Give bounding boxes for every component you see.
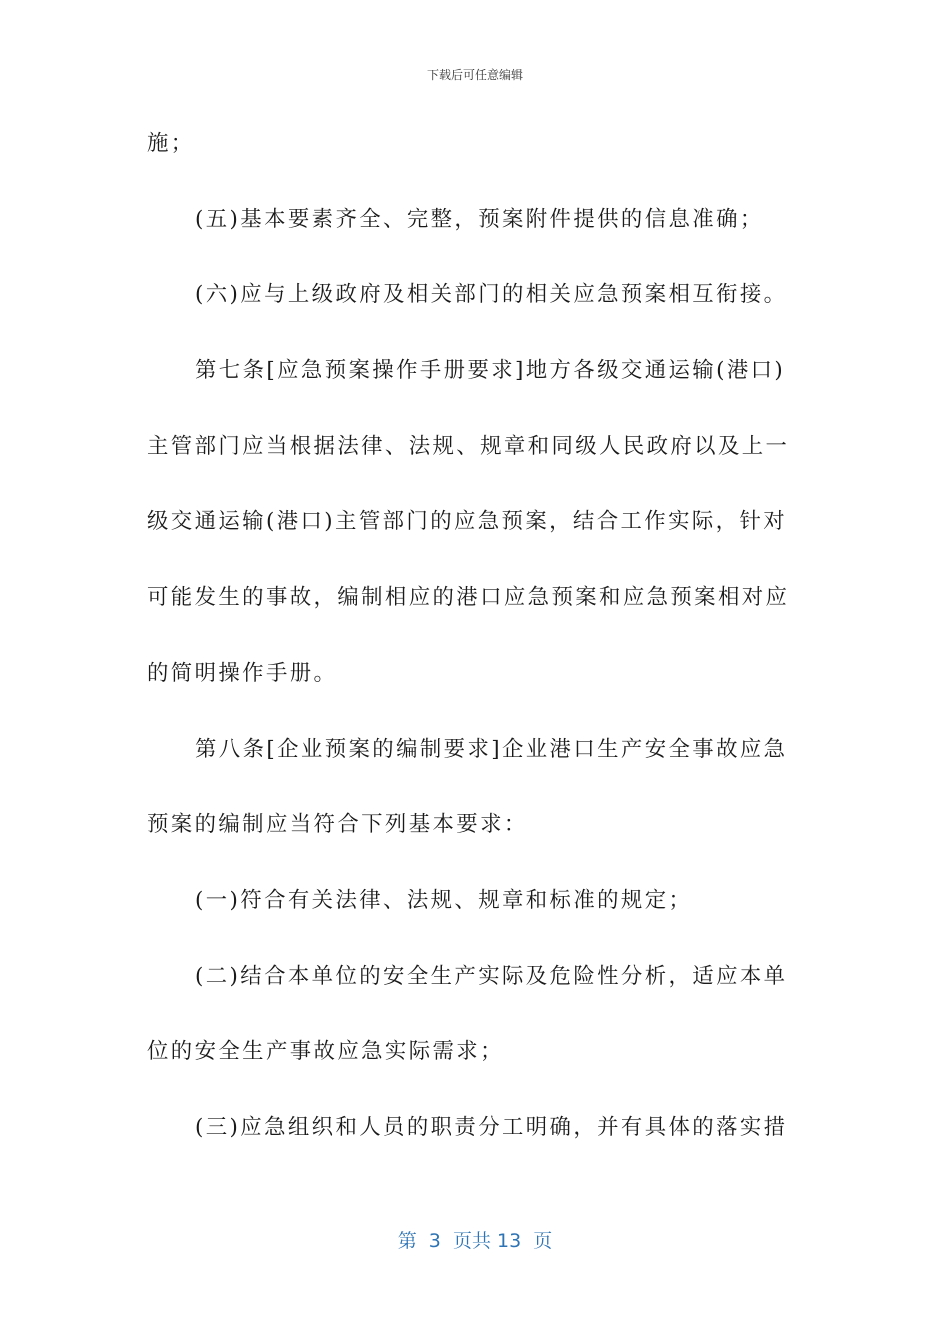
text-line: (二)结合本单位的安全生产实际及危险性分析，适应本单 <box>195 963 788 989</box>
text-line: 主管部门应当根据法律、法规、规章和同级人民政府以及上一 <box>147 433 790 459</box>
text-line: 第八条[企业预案的编制要求]企业港口生产安全事故应急 <box>195 736 788 762</box>
text-line: (六)应与上级政府及相关部门的相关应急预案相互衔接。 <box>195 282 788 308</box>
text-line: 级交通运输(港口)主管部门的应急预案，结合工作实际，针对 <box>147 509 788 535</box>
text-line: 的简明操作手册。 <box>147 660 338 686</box>
text-line: 预案的编制应当符合下列基本要求： <box>147 812 528 838</box>
text-line: (三)应急组织和人员的职责分工明确，并有具体的落实措 <box>195 1114 788 1140</box>
page-number-footer: 第 3 页共 13 页 <box>397 1230 553 1252</box>
text-line: (五)基本要素齐全、完整，预案附件提供的信息准确； <box>195 206 764 232</box>
text-line: 位的安全生产事故应急实际需求； <box>147 1039 504 1065</box>
text-line: (一)符合有关法律、法规、规章和标准的规定； <box>195 887 693 913</box>
text-line: 可能发生的事故，编制相应的港口应急预案和应急预案相对应 <box>147 585 790 611</box>
text-line: 第七条[应急预案操作手册要求]地方各级交通运输(港口) <box>195 358 786 384</box>
text-line: 施； <box>147 131 195 156</box>
document-body <box>147 122 795 1182</box>
page-header: 下载后可任意编辑 <box>426 68 523 82</box>
